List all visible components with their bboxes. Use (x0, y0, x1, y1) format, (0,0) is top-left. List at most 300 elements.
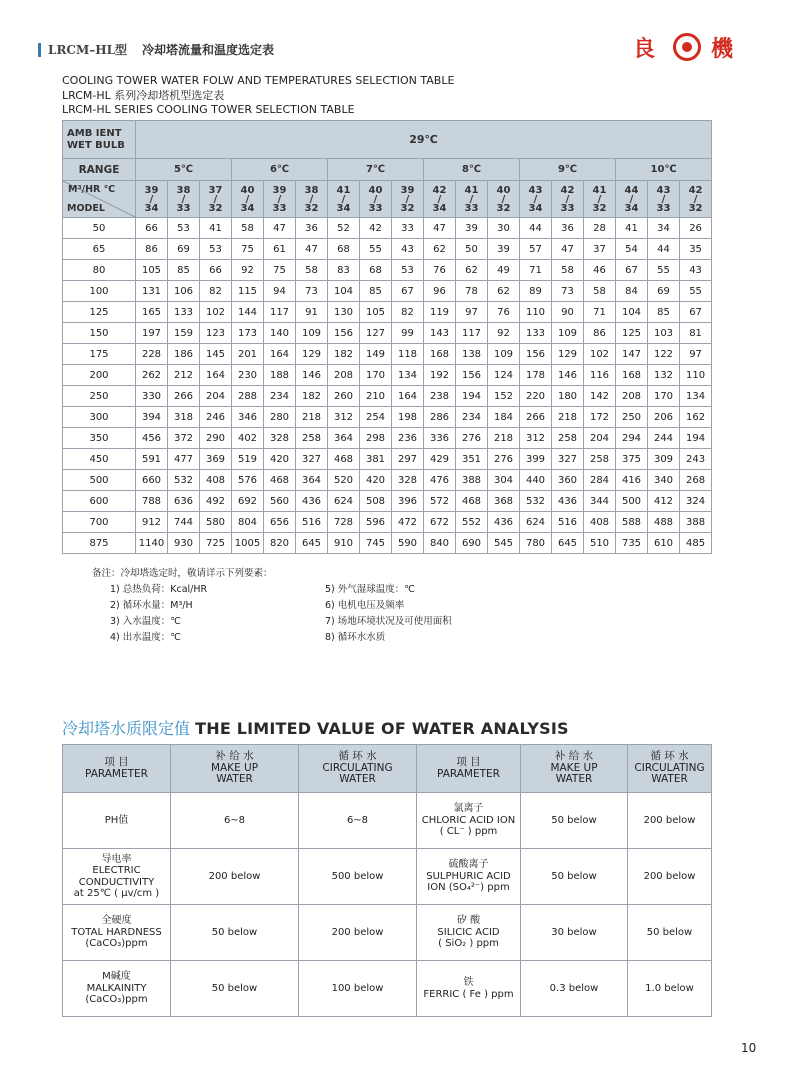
flow-cell: 147 (616, 344, 648, 365)
flow-cell: 44 (648, 239, 680, 260)
outlet-temp: 32 (496, 202, 511, 214)
flow-cell: 152 (488, 386, 520, 407)
flow-cell: 212 (168, 365, 200, 386)
pair-slash: / (149, 193, 154, 205)
flow-cell: 117 (264, 302, 296, 323)
flow-cell: 44 (520, 218, 552, 239)
note-item: 5) 外气湿球温度：℃ (325, 584, 415, 595)
flow-cell: 218 (488, 428, 520, 449)
flow-cell: 206 (648, 407, 680, 428)
flow-cell: 109 (552, 323, 584, 344)
flow-cell: 97 (680, 344, 712, 365)
flow-cell: 180 (552, 386, 584, 407)
flow-cell: 576 (232, 470, 264, 491)
inlet-temp: 43 (656, 184, 671, 196)
pair-slash: / (501, 193, 506, 205)
range-header: 6℃ (232, 159, 328, 181)
flow-cell: 73 (296, 281, 328, 302)
flow-cell: 184 (488, 407, 520, 428)
make-up-value-cell: 50 below (521, 849, 628, 905)
flow-cell: 436 (552, 491, 584, 512)
pair-slash: / (213, 193, 218, 205)
circulating-value-cell: 200 below (628, 793, 712, 849)
notes-left-column (110, 582, 207, 646)
flow-cell: 516 (552, 512, 584, 533)
table-row (63, 449, 712, 470)
flow-cell: 53 (168, 218, 200, 239)
flow-cell: 97 (456, 302, 488, 323)
flow-cell: 364 (328, 428, 360, 449)
flow-cell: 71 (584, 302, 616, 323)
pair-slash: / (565, 193, 570, 205)
flow-cell: 394 (136, 407, 168, 428)
flow-cell: 92 (488, 323, 520, 344)
flow-cell: 197 (136, 323, 168, 344)
circulating-value-cell: 1.0 below (628, 961, 712, 1017)
flow-cell: 520 (328, 470, 360, 491)
flow-cell: 85 (360, 281, 392, 302)
flow-cell: 53 (200, 239, 232, 260)
pair-slash: / (405, 193, 410, 205)
header-title: 冷却塔流量和温度选定表 (142, 43, 275, 57)
flow-cell: 492 (200, 491, 232, 512)
flow-cell: 159 (168, 323, 200, 344)
flow-cell: 90 (552, 302, 584, 323)
outlet-temp: 33 (656, 202, 671, 214)
pair-slash: / (277, 193, 282, 205)
note-item: 2) 循环水量：M³/H (110, 600, 193, 611)
pair-slash: / (373, 193, 378, 205)
flow-cell: 346 (232, 407, 264, 428)
flow-cell: 396 (392, 491, 424, 512)
temperature-pair (200, 181, 232, 218)
water-header-cell: 项 目 PARAMETER (63, 745, 171, 793)
flow-cell: 288 (232, 386, 264, 407)
flow-cell: 123 (200, 323, 232, 344)
flow-cell: 43 (680, 260, 712, 281)
flow-cell: 83 (328, 260, 360, 281)
flow-cell: 208 (616, 386, 648, 407)
flow-cell: 344 (584, 491, 616, 512)
inlet-temp: 37 (208, 184, 223, 196)
temperature-pair (264, 181, 296, 218)
flow-cell: 162 (680, 407, 712, 428)
flow-cell: 194 (456, 386, 488, 407)
flow-cell: 360 (552, 470, 584, 491)
water-header-cell: 循 环 水 CIRCULATING WATER (299, 745, 417, 793)
temperature-pair (328, 181, 360, 218)
caption-1: COOLING TOWER WATER FOLW AND TEMPERATURES SELECTION TABLE (62, 74, 455, 87)
outlet-temp: 32 (400, 202, 415, 214)
flow-cell: 156 (328, 323, 360, 344)
flow-cell: 351 (456, 449, 488, 470)
flow-cell: 168 (616, 365, 648, 386)
flow-cell: 66 (136, 218, 168, 239)
flow-cell: 198 (392, 407, 424, 428)
flow-cell: 1140 (136, 533, 168, 554)
flow-cell: 30 (488, 218, 520, 239)
flow-cell: 130 (328, 302, 360, 323)
temperature-pair (584, 181, 616, 218)
flow-cell: 510 (584, 533, 616, 554)
flow-cell: 284 (584, 470, 616, 491)
table-row (63, 239, 712, 260)
flow-cell: 408 (584, 512, 616, 533)
temperature-pair (136, 181, 168, 218)
table-row (63, 905, 712, 961)
inlet-temp: 40 (496, 184, 511, 196)
inlet-temp: 39 (400, 184, 415, 196)
flow-cell: 46 (584, 260, 616, 281)
flow-cell: 280 (264, 407, 296, 428)
make-up-value-cell: 30 below (521, 905, 628, 961)
flow-cell: 96 (424, 281, 456, 302)
table-row (63, 793, 712, 849)
flow-cell: 297 (392, 449, 424, 470)
flow-cell: 165 (136, 302, 168, 323)
flow-cell: 788 (136, 491, 168, 512)
flow-cell: 912 (136, 512, 168, 533)
flow-cell: 85 (168, 260, 200, 281)
model-cell: 125 (63, 302, 136, 323)
flow-cell: 110 (680, 365, 712, 386)
flow-cell: 328 (392, 470, 424, 491)
flow-cell: 41 (200, 218, 232, 239)
table-row (63, 491, 712, 512)
table-row (63, 533, 712, 554)
flow-cell: 58 (232, 218, 264, 239)
table-row (63, 365, 712, 386)
logo-seal-icon (673, 33, 701, 61)
table-row (63, 961, 712, 1017)
flow-cell: 258 (296, 428, 328, 449)
flow-cell: 82 (200, 281, 232, 302)
flow-cell: 133 (520, 323, 552, 344)
flow-cell: 55 (648, 260, 680, 281)
flow-cell: 104 (616, 302, 648, 323)
flow-cell: 42 (360, 218, 392, 239)
table-row (63, 218, 712, 239)
flow-cell: 134 (680, 386, 712, 407)
flow-cell: 488 (648, 512, 680, 533)
flow-cell: 39 (488, 239, 520, 260)
table-row (63, 849, 712, 905)
flow-cell: 692 (232, 491, 264, 512)
outlet-temp: 34 (528, 202, 543, 214)
flow-cell: 75 (232, 239, 264, 260)
model-cell: 250 (63, 386, 136, 407)
outlet-temp: 33 (176, 202, 191, 214)
flow-cell: 172 (584, 407, 616, 428)
table-row (63, 281, 712, 302)
flow-cell: 76 (488, 302, 520, 323)
flow-cell: 99 (392, 323, 424, 344)
outlet-temp: 33 (464, 202, 479, 214)
inlet-temp: 39 (144, 184, 159, 196)
logo-char-1: 良 (633, 37, 656, 62)
outlet-temp: 34 (336, 202, 351, 214)
flow-cell: 41 (616, 218, 648, 239)
flow-cell: 532 (168, 470, 200, 491)
flow-cell: 318 (168, 407, 200, 428)
flow-cell: 58 (296, 260, 328, 281)
make-up-value-cell: 50 below (171, 961, 299, 1017)
flow-cell: 208 (328, 365, 360, 386)
make-up-value-cell: 0.3 below (521, 961, 628, 1017)
flow-cell: 92 (232, 260, 264, 281)
flow-cell: 34 (648, 218, 680, 239)
flow-cell: 246 (200, 407, 232, 428)
make-up-value-cell: 50 below (171, 905, 299, 961)
outlet-temp: 33 (560, 202, 575, 214)
flow-cell: 133 (168, 302, 200, 323)
flow-cell: 84 (616, 281, 648, 302)
inlet-temp: 40 (368, 184, 383, 196)
flow-cell: 330 (136, 386, 168, 407)
flow-cell: 170 (648, 386, 680, 407)
flow-cell: 388 (680, 512, 712, 533)
flow-cell: 408 (200, 470, 232, 491)
flow-cell: 156 (456, 365, 488, 386)
pair-slash: / (469, 193, 474, 205)
flow-cell: 477 (168, 449, 200, 470)
flow-cell: 35 (680, 239, 712, 260)
water-heading-en: THE LIMITED VALUE OF WATER ANALYSIS (195, 719, 569, 738)
flow-cell: 372 (168, 428, 200, 449)
note-item: 3) 入水温度：℃ (110, 616, 181, 627)
flow-cell: 381 (360, 449, 392, 470)
flow-cell: 745 (360, 533, 392, 554)
flow-cell: 89 (520, 281, 552, 302)
water-header-cell: 循 环 水 CIRCULATING WATER (628, 745, 712, 793)
flow-cell: 81 (680, 323, 712, 344)
flow-cell: 86 (136, 239, 168, 260)
flow-cell: 429 (424, 449, 456, 470)
flow-cell: 66 (200, 260, 232, 281)
flow-cell: 220 (520, 386, 552, 407)
parameter-cell: M碱度 MALKAINITY (CaCO₃)ppm (63, 961, 171, 1017)
flow-cell: 294 (616, 428, 648, 449)
flow-cell: 672 (424, 512, 456, 533)
flow-cell: 182 (296, 386, 328, 407)
make-up-value-cell: 6~8 (171, 793, 299, 849)
water-header-cell: 补 给 水 MAKE UP WATER (521, 745, 628, 793)
flow-cell: 194 (680, 428, 712, 449)
flow-cell: 75 (264, 260, 296, 281)
flow-cell: 468 (328, 449, 360, 470)
flow-cell: 416 (616, 470, 648, 491)
table-row (63, 302, 712, 323)
flow-cell: 327 (552, 449, 584, 470)
pair-slash: / (533, 193, 538, 205)
flow-cell: 328 (264, 428, 296, 449)
flow-cell: 47 (264, 218, 296, 239)
flow-cell: 86 (584, 323, 616, 344)
flow-cell: 68 (328, 239, 360, 260)
flow-cell: 173 (232, 323, 264, 344)
flow-cell: 327 (296, 449, 328, 470)
flow-cell: 298 (360, 428, 392, 449)
flow-cell: 164 (264, 344, 296, 365)
flow-cell: 68 (360, 260, 392, 281)
flow-cell: 260 (328, 386, 360, 407)
range-label: RANGE (63, 159, 136, 181)
make-up-value-cell: 200 below (171, 849, 299, 905)
flow-cell: 500 (616, 491, 648, 512)
selection-notes (92, 566, 512, 662)
model-cell: 80 (63, 260, 136, 281)
flow-cell: 82 (392, 302, 424, 323)
flow-cell: 145 (200, 344, 232, 365)
flow-cell: 188 (264, 365, 296, 386)
temperature-pair (168, 181, 200, 218)
table-row (63, 428, 712, 449)
table-row (63, 512, 712, 533)
flow-cell: 636 (168, 491, 200, 512)
parameter-cell: 铁 FERRIC ( Fe ) ppm (417, 961, 521, 1017)
flow-cell: 143 (424, 323, 456, 344)
flow-cell: 485 (680, 533, 712, 554)
outlet-temp: 34 (144, 202, 159, 214)
inlet-temp: 41 (336, 184, 351, 196)
flow-cell: 591 (136, 449, 168, 470)
outlet-temp: 33 (272, 202, 287, 214)
header-model: LRCM–HL型 (48, 43, 128, 57)
ambient-wet-bulb-value: 29℃ (136, 121, 712, 159)
pair-slash: / (661, 193, 666, 205)
flow-cell: 119 (424, 302, 456, 323)
flow-cell: 560 (264, 491, 296, 512)
flow-cell: 168 (424, 344, 456, 365)
flow-cell: 67 (616, 260, 648, 281)
flow-cell: 43 (392, 239, 424, 260)
note-item: 4) 出水温度：℃ (110, 632, 181, 643)
flow-cell: 62 (424, 239, 456, 260)
flow-cell: 57 (520, 239, 552, 260)
flow-cell: 170 (360, 365, 392, 386)
flow-cell: 102 (200, 302, 232, 323)
inlet-temp: 40 (240, 184, 255, 196)
flow-cell: 204 (584, 428, 616, 449)
make-up-value-cell: 50 below (521, 793, 628, 849)
flow-cell: 58 (584, 281, 616, 302)
flow-cell: 55 (360, 239, 392, 260)
flow-cell: 28 (584, 218, 616, 239)
flow-cell: 156 (520, 344, 552, 365)
model-cell: 150 (63, 323, 136, 344)
model-cell: 875 (63, 533, 136, 554)
flow-cell: 49 (488, 260, 520, 281)
water-header-cell: 补 给 水 MAKE UP WATER (171, 745, 299, 793)
flow-cell: 132 (648, 365, 680, 386)
flow-cell: 375 (616, 449, 648, 470)
temperature-pair (456, 181, 488, 218)
parameter-cell: 氯离子 CHLORIC ACID ION ( CL⁻ ) ppm (417, 793, 521, 849)
flow-cell: 930 (168, 533, 200, 554)
model-cell: 65 (63, 239, 136, 260)
flow-cell: 69 (168, 239, 200, 260)
model-cell: 500 (63, 470, 136, 491)
temperature-pair (424, 181, 456, 218)
flow-cell: 106 (168, 281, 200, 302)
caption-3: LRCM-HL SERIES COOLING TOWER SELECTION TABLE (62, 103, 355, 116)
flow-cell: 54 (616, 239, 648, 260)
flow-cell: 1005 (232, 533, 264, 554)
flow-cell: 440 (520, 470, 552, 491)
pair-slash: / (437, 193, 442, 205)
flow-cell: 186 (168, 344, 200, 365)
flow-cell: 105 (360, 302, 392, 323)
flow-cell: 324 (680, 491, 712, 512)
flow-cell: 254 (360, 407, 392, 428)
flow-cell: 50 (456, 239, 488, 260)
outlet-temp: 34 (240, 202, 255, 214)
notes-right-column (325, 582, 452, 646)
table-row (63, 260, 712, 281)
note-item: 6) 电机电压及频率 (325, 600, 405, 611)
flow-cell: 610 (648, 533, 680, 554)
flow-cell: 580 (200, 512, 232, 533)
note-item: 8) 循环水水质 (325, 632, 386, 643)
inlet-temp: 42 (688, 184, 703, 196)
logo-char-2: 機 (711, 37, 734, 62)
flow-cell: 210 (360, 386, 392, 407)
flow-cell: 516 (296, 512, 328, 533)
flow-cell: 420 (264, 449, 296, 470)
flow-cell: 118 (392, 344, 424, 365)
flow-cell: 266 (168, 386, 200, 407)
header-accent-bar (38, 43, 41, 57)
flow-cell: 412 (648, 491, 680, 512)
flow-cell: 39 (456, 218, 488, 239)
flow-cell: 105 (136, 260, 168, 281)
circulating-value-cell: 6~8 (299, 793, 417, 849)
flow-cell: 276 (456, 428, 488, 449)
range-header: 9℃ (520, 159, 616, 181)
circulating-value-cell: 500 below (299, 849, 417, 905)
corner-header (63, 181, 136, 218)
flow-cell: 234 (264, 386, 296, 407)
circulating-value-cell: 50 below (628, 905, 712, 961)
circulating-value-cell: 200 below (628, 849, 712, 905)
model-cell: 200 (63, 365, 136, 386)
outlet-temp: 34 (624, 202, 639, 214)
flow-cell: 476 (424, 470, 456, 491)
outlet-temp: 33 (368, 202, 383, 214)
table-row (63, 323, 712, 344)
parameter-cell: 矽 酸 SILICIC ACID ( SiO₂ ) ppm (417, 905, 521, 961)
flow-cell: 436 (488, 512, 520, 533)
flow-cell: 250 (616, 407, 648, 428)
pair-slash: / (341, 193, 346, 205)
inlet-temp: 41 (592, 184, 607, 196)
flow-cell: 122 (648, 344, 680, 365)
flow-cell: 336 (424, 428, 456, 449)
water-heading-cn: 冷却塔水质限定值 (62, 719, 191, 738)
caption-2: LRCM-HL 系列冷却塔机型选定表 (62, 88, 225, 102)
flow-cell: 309 (648, 449, 680, 470)
note-item: 1) 总热负荷：Kcal/HR (110, 584, 208, 595)
flow-cell: 124 (488, 365, 520, 386)
flow-cell: 236 (392, 428, 424, 449)
inlet-temp: 39 (272, 184, 287, 196)
flow-cell: 780 (520, 533, 552, 554)
flow-cell: 36 (552, 218, 584, 239)
flow-cell: 804 (232, 512, 264, 533)
flow-cell: 102 (584, 344, 616, 365)
flow-cell: 204 (200, 386, 232, 407)
pair-slash: / (309, 193, 314, 205)
